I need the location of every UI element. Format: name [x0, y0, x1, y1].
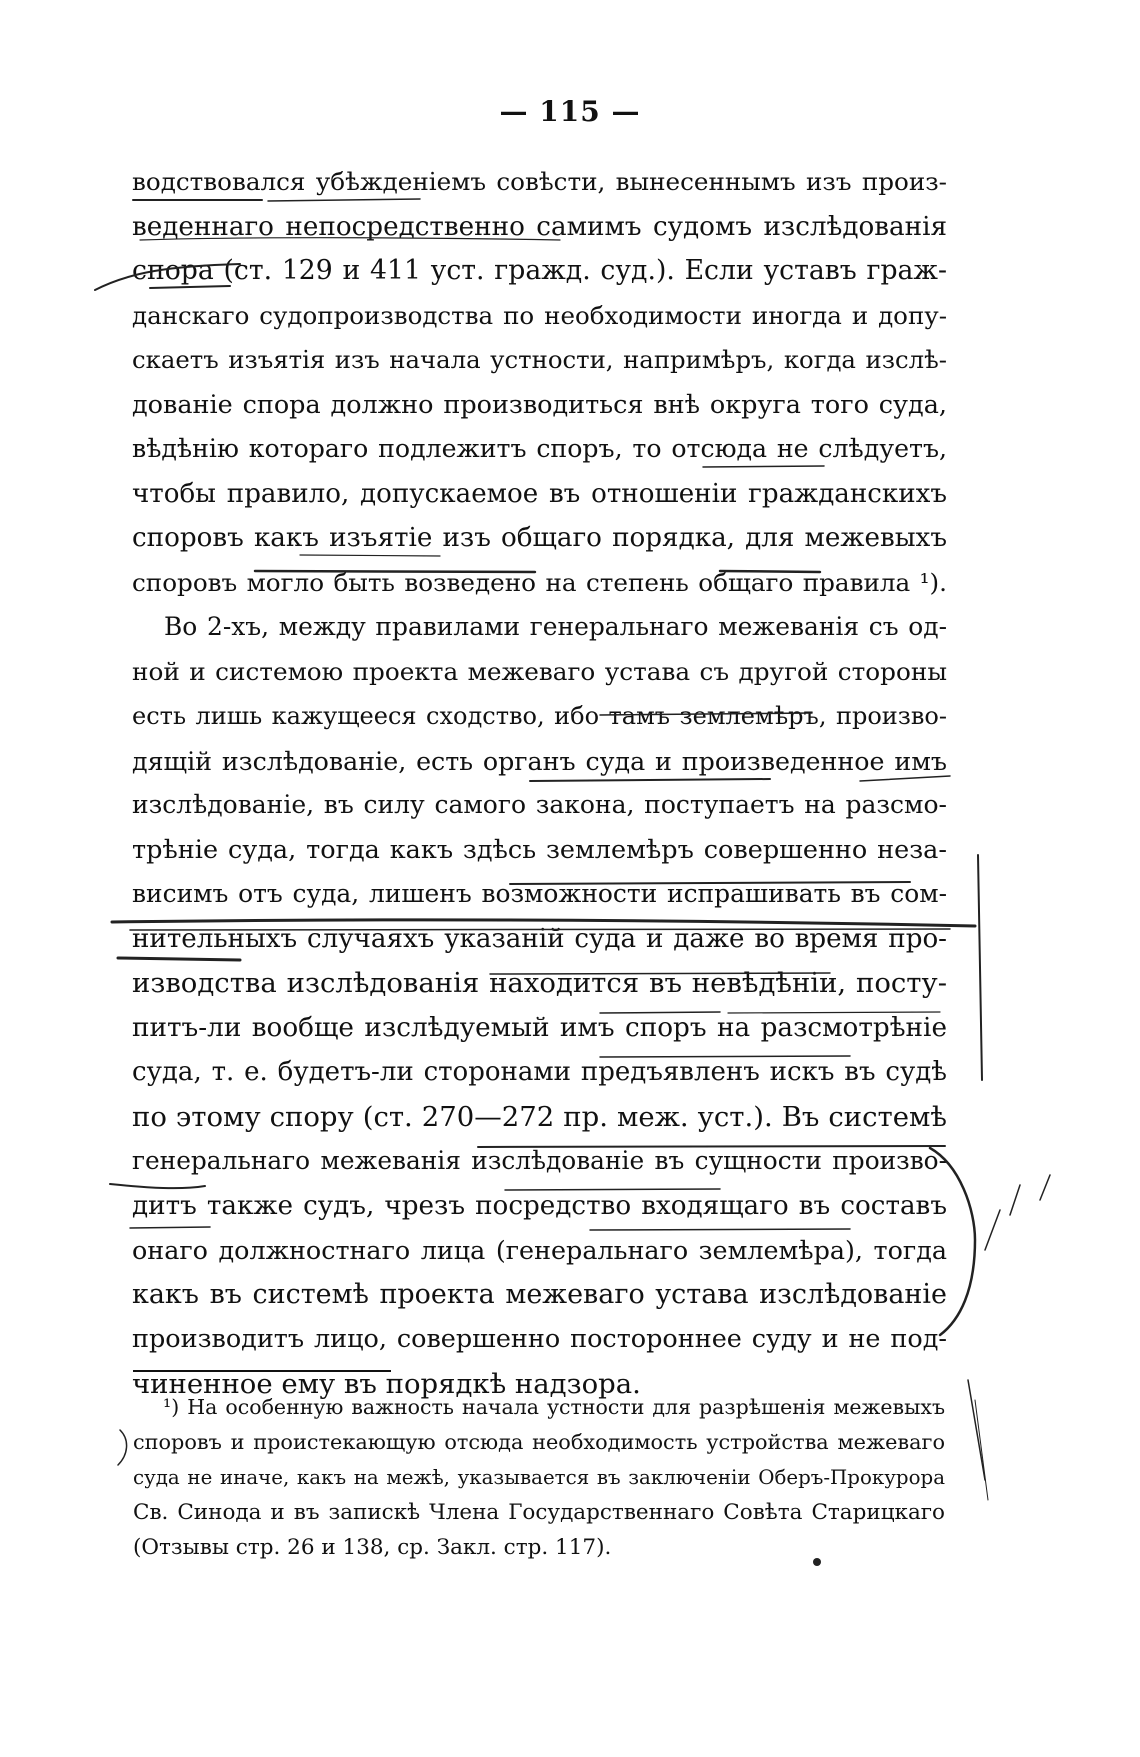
text-line: ной и системою проекта межеваго устава съ другой стороны	[132, 656, 947, 686]
text-line: чиненное ему въ порядкѣ надзора.	[132, 1367, 641, 1400]
margin-bracket-mark	[968, 1380, 985, 1480]
margin-bracket-mark	[975, 1400, 988, 1500]
main-text	[132, 160, 947, 1406]
footnote-line: суда не иначе, какъ на межѣ, указывается въ заключеніи Оберъ-Прокурора	[133, 1466, 945, 1489]
footnote-divider	[133, 1370, 391, 1372]
text-line: генеральнаго межеванія изслѣдованіе въ сущности произво-	[132, 1146, 947, 1175]
text-line: изводства изслѣдованія находится въ невѣдѣніи, посту-	[132, 967, 947, 999]
text-line: споровъ могло быть возведено на степень общаго правила ¹).	[132, 567, 947, 597]
text-line: какъ въ системѣ проекта межеваго устава изслѣдованіе	[132, 1278, 947, 1310]
text-line: нительныхъ случаяхъ указаній суда и даже во время про-	[132, 923, 947, 954]
margin-bracket-mark	[985, 1210, 1000, 1250]
margin-bracket-mark	[978, 855, 982, 1080]
text-line: висимъ отъ суда, лишенъ возможности испрашивать въ сом-	[132, 879, 947, 908]
text-line: производитъ лицо, совершенно постороннее суду и не под-	[132, 1324, 947, 1354]
text-line: Во 2-хъ, между правилами генеральнаго межеванія съ од-	[164, 612, 947, 641]
footnotes	[133, 1390, 945, 1565]
text-line: изслѣдованіе, въ силу самого закона, поступаетъ на разсмо-	[132, 790, 947, 819]
footnote-line: споровъ и проистекающую отсюда необходимость устройства межеваго	[133, 1430, 945, 1454]
margin-bracket-mark	[1040, 1175, 1050, 1200]
text-line: данскаго судопроизводства по необходимости иногда и допу-	[132, 300, 947, 330]
text-line: питъ-ли вообще изслѣдуемый имъ споръ на разсмотрѣніе	[132, 1012, 947, 1043]
text-line: трѣніе суда, тогда какъ здѣсь землемѣръ совершенно неза-	[132, 834, 947, 865]
footnote-line: Св. Синода и въ запискѣ Члена Государственнаго Совѣта Старицкаго	[133, 1500, 945, 1525]
text-line: по этому спору (ст. 270—272 пр. меж. уст.). Въ системѣ	[132, 1100, 947, 1133]
text-line: веденнаго непосредственно самимъ судомъ изслѣдованія	[132, 211, 947, 242]
text-line: чтобы правило, допускаемое въ отношеніи гражданскихъ	[132, 478, 947, 509]
page-number: — 115 —	[499, 95, 641, 128]
text-line: спора (ст. 129 и 411 уст. гражд. суд.). Если уставъ граж-	[132, 255, 947, 286]
text-line: дованіе спора должно производиться внѣ округа того суда,	[132, 389, 947, 420]
text-line: споровъ какъ изъятіе изъ общаго порядка, для межевыхъ	[132, 523, 947, 553]
text-line: суда, т. е. будетъ-ли сторонами предъявленъ искъ въ судѣ	[132, 1057, 947, 1087]
text-line: водствовался убѣжденіемъ совѣсти, вынесеннымъ изъ произ-	[132, 167, 947, 196]
text-line: скаетъ изъятія изъ начала устности, напримѣръ, когда изслѣ-	[132, 345, 947, 374]
text-line: дитъ также судъ, чрезъ посредство входящаго въ составъ	[132, 1190, 947, 1221]
text-line: онаго должностнаго лица (генеральнаго землемѣра), тогда	[132, 1235, 947, 1265]
text-line: есть лишь кажущееся сходство, ибо тамъ землемѣръ, произво-	[132, 702, 947, 730]
footnote-line: ¹) На особенную важность начала устности для разрѣшенія межевыхъ	[163, 1395, 945, 1419]
text-line: дящій изслѣдованіе, есть органъ суда и произведенное имъ	[132, 745, 947, 776]
margin-bracket-mark	[1010, 1185, 1020, 1215]
text-line: вѣдѣнію котораго подлежитъ споръ, то отсюда не слѣдуетъ,	[132, 434, 947, 463]
margin-bracket-mark	[118, 1430, 127, 1465]
footnote-line: (Отзывы стр. 26 и 138, ср. Закл. стр. 117).	[133, 1535, 612, 1560]
